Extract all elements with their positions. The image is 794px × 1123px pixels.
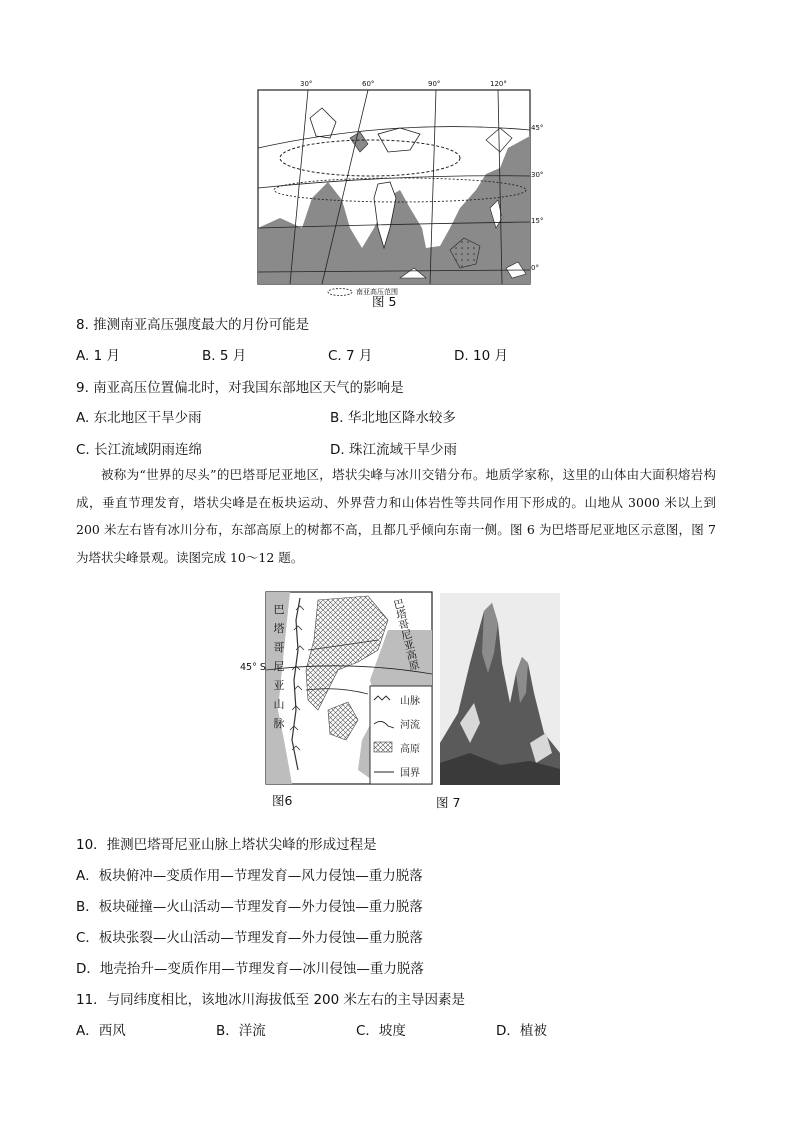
tower-peak-photo (440, 593, 560, 785)
figure-7-caption: 图 7 (436, 795, 461, 810)
q9-option-d[interactable]: D. 珠江流域干旱少雨 (330, 442, 457, 458)
lon-label: 60° (362, 80, 375, 88)
q11-option-b[interactable]: B．洋流 (216, 1023, 266, 1039)
lat-label: 15° (531, 217, 544, 225)
lon-label: 30° (300, 80, 313, 88)
q9-option-c[interactable]: C. 长江流域阴雨连绵 (76, 442, 203, 458)
figure-6-caption: 图6 (272, 793, 293, 808)
question-8-stem: 8. 推测南亚高压强度最大的月份可能是 (76, 317, 310, 333)
q11-option-c[interactable]: C．坡度 (356, 1023, 406, 1039)
lon-label: 120° (490, 80, 507, 88)
lat-label: 45° (531, 124, 544, 132)
q8-option-a[interactable]: A. 1 月 (76, 348, 120, 364)
legend-river: 河流 (400, 720, 420, 731)
figure-5 (250, 78, 544, 300)
plateau-label: 巴塔哥尼亚高原 (391, 597, 421, 672)
q11-option-a[interactable]: A．西风 (76, 1023, 126, 1039)
q9-option-a[interactable]: A. 东北地区干旱少雨 (76, 410, 202, 426)
q10-option-a[interactable]: A．板块俯冲—变质作用—节理发育—风力侵蚀—重力脱落 (76, 868, 423, 884)
reading-passage: 被称为“世界的尽头”的巴塔哥尼亚地区，塔状尖峰与冰川交错分布。地质学家称，这里的山体由大面积熔岩构成，垂直节理发育，塔状尖峰是在板块运动、外界营力和山体岩性等共同作用下形成的。山地从 3000 米以上到 200 米左右皆有冰川分布，东部高原上的树都不高，且都几乎倾向东南一侧。图 6 为巴塔哥尼亚地区示意图，图 7 为塔状尖峰景观。读图完成 10～12 题。 (76, 467, 716, 565)
lat-label: 0° (531, 264, 539, 272)
legend-plateau: 高原 (400, 744, 420, 755)
q8-option-d[interactable]: D. 10 月 (454, 348, 508, 364)
q10-option-c[interactable]: C．板块张裂—火山活动—节理发育—外力侵蚀—重力脱落 (76, 930, 423, 946)
question-11-stem: 11．与同纬度相比，该地冰川海拔低至 200 米左右的主导因素是 (76, 992, 466, 1008)
figure-5-caption: 图 5 (372, 294, 397, 309)
legend-mountain: 山脉 (400, 696, 420, 707)
q11-option-d[interactable]: D．植被 (496, 1023, 547, 1039)
mountain-range-label: 巴 塔 哥 尼 亚 山 脉 (273, 603, 285, 730)
q10-option-b[interactable]: B．板块碰撞—火山活动—节理发育—外力侵蚀—重力脱落 (76, 899, 423, 915)
q9-option-b[interactable]: B. 华北地区降水较多 (330, 410, 456, 426)
question-10-stem: 10．推测巴塔哥尼亚山脉上塔状尖峰的形成过程是 (76, 837, 377, 853)
lon-label: 90° (428, 80, 441, 88)
figure-7 (440, 593, 560, 785)
figure-6 (238, 590, 434, 788)
map-legend-label: 南亚高压范围 (356, 288, 398, 296)
legend-border: 国界 (400, 768, 420, 779)
south-asia-high-map (250, 78, 540, 300)
question-9-stem: 9. 南亚高压位置偏北时，对我国东部地区天气的影响是 (76, 380, 404, 396)
q10-option-d[interactable]: D．地壳抬升—变质作用—节理发育—冰川侵蚀—重力脱落 (76, 961, 424, 977)
lat-label: 30° (531, 171, 544, 179)
q8-option-c[interactable]: C. 7 月 (328, 348, 373, 364)
q8-option-b[interactable]: B. 5 月 (202, 348, 247, 364)
latitude-label: 45° S (240, 662, 266, 673)
